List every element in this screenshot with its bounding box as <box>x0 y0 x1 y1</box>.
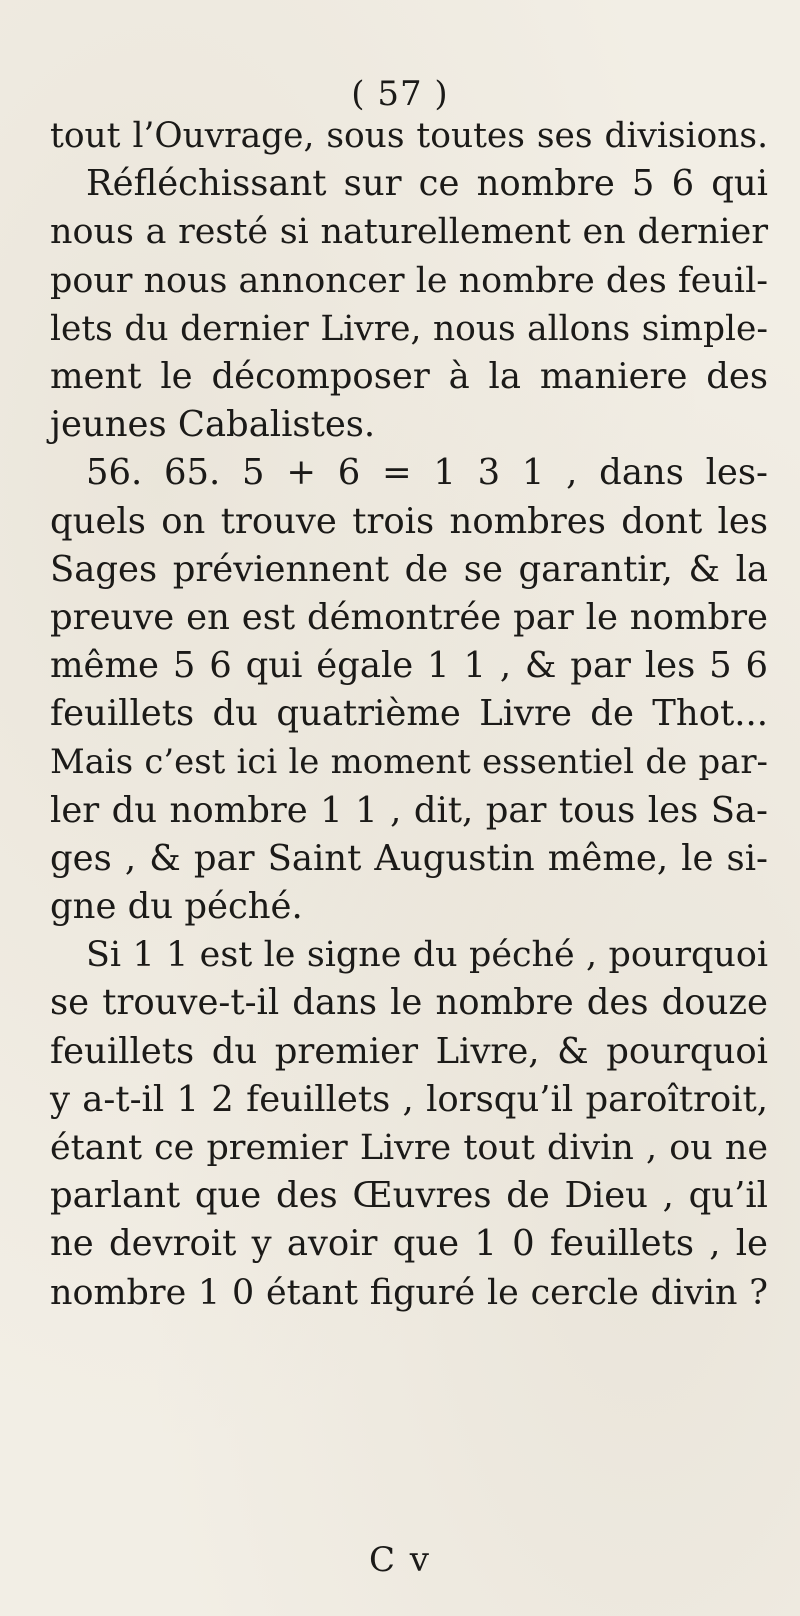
text-line: quels on trouve trois nombres dont les <box>50 500 768 542</box>
body-text <box>50 112 768 1317</box>
page-number: ( 57 ) <box>351 74 449 114</box>
text-line: ges , & par Saint Augustin même, le si- <box>50 837 768 879</box>
text-line: même 5 6 qui égale 1 1 , & par les 5 6 <box>50 645 768 687</box>
formula-line: 56. 65. 5 + 6 = 1 3 1 , dans les- <box>86 452 768 494</box>
text-line: ler du nombre 1 1 , dit, par tous les Sa- <box>50 789 768 831</box>
text-line: feuillets du premier Livre, & pourquoi <box>50 1030 768 1072</box>
text-line: tout l’Ouvrage, sous toutes ses divisions. <box>50 116 768 156</box>
text-line: Si 1 1 est le signe du péché , pourquoi <box>86 935 768 976</box>
signature-mark: C v <box>368 1540 432 1580</box>
text-line: ment le décomposer à la maniere des <box>50 355 768 397</box>
text-line: y a-t-il 1 2 feuillets , lorsqu’il paroîtroit, <box>50 1078 768 1120</box>
text-line: feuillets du quatrième Livre de Thot... <box>50 693 768 735</box>
text-line: se trouve-t-il dans le nombre des douze <box>50 982 768 1024</box>
text-line: lets du dernier Livre, nous allons simple- <box>50 308 768 349</box>
text-line: nombre 1 0 étant figuré le cercle divin ? <box>50 1272 768 1313</box>
text-line: gne du péché. <box>50 886 303 927</box>
text-line: étant ce premier Livre tout divin , ou ne <box>50 1127 768 1168</box>
text-line: ne devroit y avoir que 1 0 feuillets , le <box>50 1223 768 1265</box>
text-line: Sages préviennent de se garantir, & la <box>50 548 768 590</box>
text-line: Réfléchissant sur ce nombre 5 6 qui <box>86 163 768 205</box>
text-line: parlant que des Œuvres de Dieu , qu’il <box>50 1175 768 1217</box>
text-line: nous a resté si naturellement en dernier <box>50 212 768 253</box>
text-line: Mais c’est ici le moment essentiel de par- <box>50 742 768 782</box>
text-line: pour nous annoncer le nombre des feuil- <box>50 260 769 301</box>
text-line: jeunes Cabalistes. <box>50 404 376 446</box>
text-line: preuve en est démontrée par le nombre <box>50 596 768 638</box>
